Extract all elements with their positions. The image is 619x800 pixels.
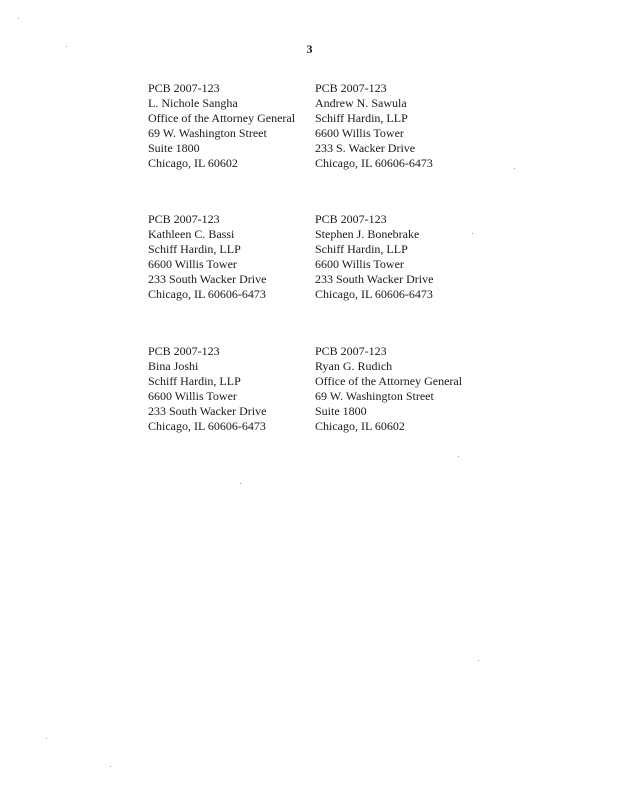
scan-speck [478,660,479,661]
address-line: Chicago, IL 60602 [148,156,238,170]
recipient-name: Ryan G. Rudich [315,359,393,373]
scan-speck [110,766,111,767]
address-line: Schiff Hardin, LLP [148,242,241,256]
address-line: Suite 1800 [315,404,367,418]
address-line: 6600 Willis Tower [315,257,404,271]
address-line: Office of the Attorney General [315,374,463,388]
address-line: Suite 1800 [148,141,200,155]
recipient-name: Kathleen C. Bassi [148,227,235,241]
scan-speck [46,738,47,739]
address-line: 69 W. Washington Street [148,126,267,140]
address-line: 6600 Willis Tower [315,126,404,140]
scan-speck [18,18,19,19]
address-line: Chicago, IL 60606-6473 [315,156,433,170]
address-block-bassi [148,212,266,302]
address-line: 233 South Wacker Drive [315,272,434,286]
address-line: Chicago, IL 60606-6473 [315,287,433,301]
case-number: PCB 2007-123 [315,212,387,226]
case-number: PCB 2007-123 [315,81,387,95]
case-number: PCB 2007-123 [315,344,387,358]
address-block-sangha [148,81,295,171]
address-line: Schiff Hardin, LLP [315,111,408,125]
address-line: 233 South Wacker Drive [148,404,267,418]
address-line: 233 South Wacker Drive [148,272,267,286]
address-line: Chicago, IL 60606-6473 [148,287,266,301]
recipient-name: Andrew N. Sawula [315,96,407,110]
address-block-bonebrake [315,212,433,302]
scan-speck [66,46,67,47]
case-number: PCB 2007-123 [148,81,220,95]
address-line: 6600 Willis Tower [148,389,237,403]
address-line: Office of the Attorney General [148,111,296,125]
recipient-name: Stephen J. Bonebrake [315,227,420,241]
scan-speck [472,233,473,234]
recipient-name: Bina Joshi [148,359,199,373]
page-number: 3 [306,42,313,56]
address-line: 69 W. Washington Street [315,389,434,403]
scan-speck [240,483,241,484]
address-block-rudich [315,344,462,434]
address-line: 6600 Willis Tower [148,257,237,271]
address-line: Schiff Hardin, LLP [315,242,408,256]
recipient-name: L. Nichole Sangha [148,96,238,110]
scan-speck [458,456,459,457]
address-line: Schiff Hardin, LLP [148,374,241,388]
address-block-sawula [315,81,433,171]
address-line: Chicago, IL 60602 [315,419,405,433]
address-block-joshi [148,344,266,434]
address-line: Chicago, IL 60606-6473 [148,419,266,433]
scan-speck [514,168,515,169]
case-number: PCB 2007-123 [148,212,220,226]
address-line: 233 S. Wacker Drive [315,141,416,155]
case-number: PCB 2007-123 [148,344,220,358]
